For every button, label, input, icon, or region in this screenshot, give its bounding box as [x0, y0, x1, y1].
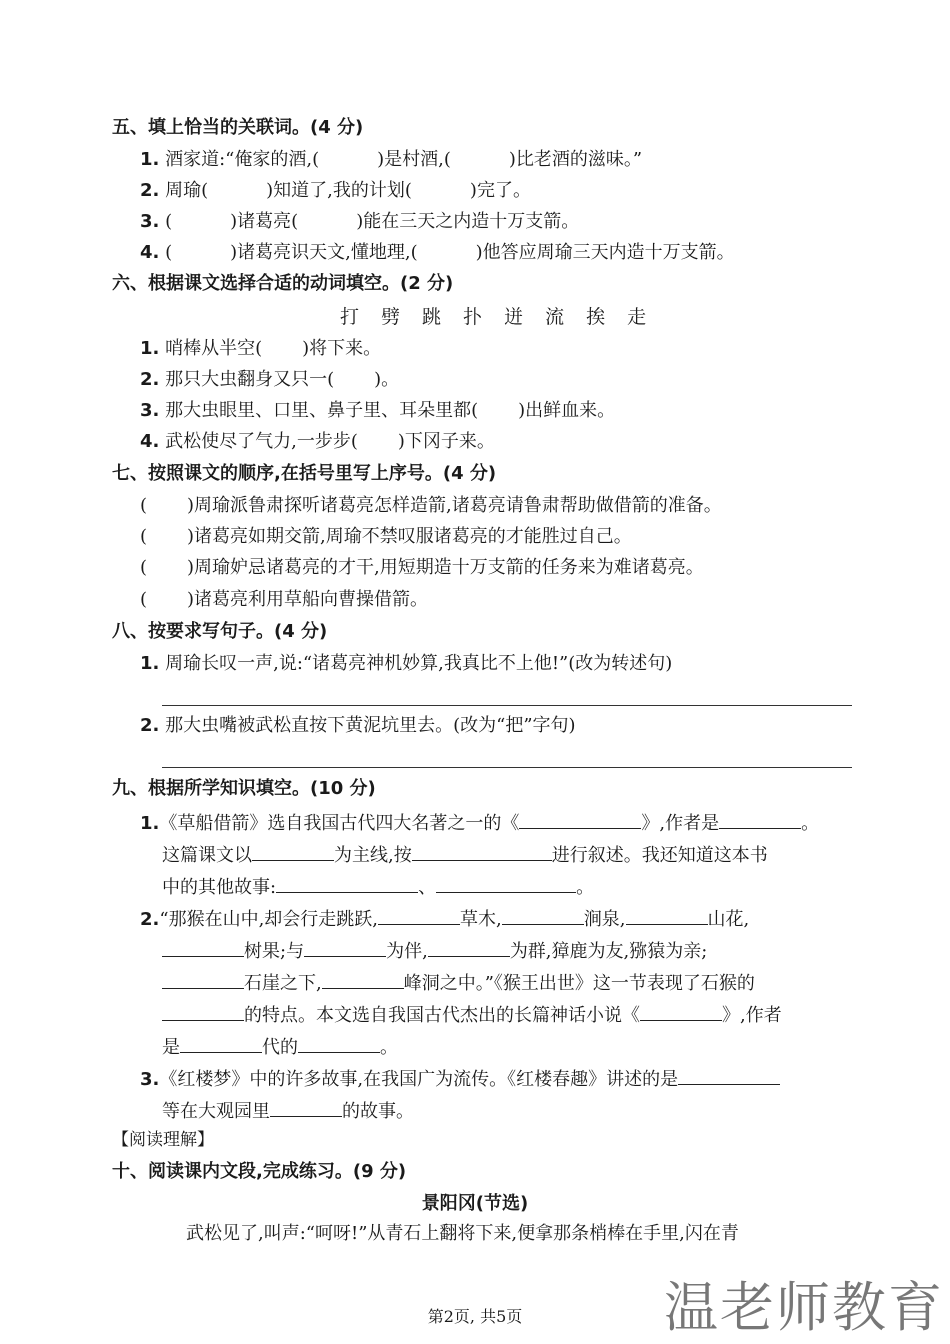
- fill-blank[interactable]: [719, 810, 801, 829]
- question-text: 周瑜(: [165, 180, 209, 201]
- verb-option: 挨: [586, 306, 606, 328]
- question-text: 》,作者是: [641, 813, 720, 834]
- verb-option: 走: [627, 306, 647, 328]
- question-text: 那大虫眼里、口里、鼻子里、耳朵里都(: [165, 400, 479, 421]
- answer-line[interactable]: [162, 705, 852, 706]
- question-text: 的故事。: [342, 1101, 414, 1122]
- question-text: 为主线,按: [334, 845, 412, 866]
- fill-blank[interactable]: [162, 938, 244, 957]
- question-text: 草木,: [460, 909, 502, 930]
- question-text: 为伴,: [386, 941, 428, 962]
- fill-blank[interactable]: [252, 842, 334, 861]
- question-number: 2.: [140, 180, 160, 201]
- s5-question-2: [140, 179, 531, 203]
- reading-section-label: 【阅读理解】: [112, 1130, 214, 1150]
- question-text: 峰洞之中。”《猴王出世》这一节表现了石猴的: [403, 973, 755, 994]
- s5-question-1: [140, 148, 642, 172]
- section-10-title: 十、阅读课内文段,完成练习。(9 分): [112, 1161, 407, 1182]
- s9-q1-line-1: [140, 810, 819, 836]
- item-text: )诸葛亮利用草船向曹操借箭。: [187, 589, 429, 610]
- section-8-title: 八、按要求写句子。(4 分): [112, 621, 328, 642]
- fill-blank[interactable]: [276, 874, 418, 893]
- question-text: )能在三天之内造十万支箭。: [356, 211, 580, 232]
- question-number: 2.: [140, 369, 160, 390]
- s9-q2-line-4: [162, 1002, 782, 1028]
- item-text: )周瑜派鲁肃探听诸葛亮怎样造箭,诸葛亮请鲁肃帮助做借箭的准备。: [187, 495, 722, 516]
- fill-blank[interactable]: [412, 842, 552, 861]
- fill-blank[interactable]: [502, 906, 584, 925]
- question-text: (: [165, 211, 173, 232]
- question-text: )他答应周瑜三天内造十万支箭。: [475, 242, 735, 263]
- paren-open: (: [140, 589, 148, 610]
- question-text: )出鲜血来。: [518, 400, 616, 421]
- s8-question-2: [140, 714, 576, 738]
- passage-title: 景阳冈(节选): [421, 1193, 529, 1214]
- question-number: 1.: [140, 653, 160, 674]
- fill-blank[interactable]: [180, 1034, 262, 1053]
- question-text: )诸葛亮(: [230, 211, 299, 232]
- s6-question-3: [140, 399, 615, 423]
- verb-option: 扑: [463, 306, 483, 328]
- question-text: 是: [162, 1037, 180, 1058]
- watermark: 温老师教育: [664, 1276, 944, 1339]
- fill-blank[interactable]: [626, 906, 708, 925]
- s9-q1-line-3: [162, 874, 594, 900]
- question-text: 武松使尽了气力,一步步(: [165, 431, 358, 452]
- section-6-title: 六、根据课文选择合适的动词填空。(2 分): [112, 273, 454, 294]
- question-text: 进行叙述。我还知道这本书: [551, 845, 768, 866]
- question-text: )是村酒,(: [377, 149, 451, 170]
- question-text: )完了。: [469, 180, 531, 201]
- question-number: 2.: [140, 715, 160, 736]
- s6-question-4: [140, 430, 495, 454]
- question-text: 中的其他故事:: [162, 877, 277, 898]
- page-footer: 第2页, 共5页: [427, 1307, 523, 1326]
- s7-item: [140, 588, 428, 612]
- fill-blank[interactable]: [304, 938, 386, 957]
- question-text: 哨棒从半空(: [165, 338, 263, 359]
- question-text: 。: [576, 877, 595, 898]
- question-text: 酒家道:“俺家的酒,(: [165, 149, 320, 170]
- s5-question-3: [140, 210, 579, 234]
- question-text: 树果;与: [244, 941, 305, 962]
- question-text: (: [165, 242, 173, 263]
- fill-blank[interactable]: [519, 810, 641, 829]
- question-text: 石崖之下,: [244, 973, 322, 994]
- paren-open: (: [140, 495, 148, 516]
- question-text: 那只大虫翻身又只一(: [165, 369, 335, 390]
- verb-option: 跳: [422, 306, 442, 328]
- s6-question-2: [140, 368, 399, 392]
- fill-blank[interactable]: [678, 1066, 780, 1085]
- s9-q2-line-2: [162, 938, 707, 964]
- fill-blank[interactable]: [298, 1034, 380, 1053]
- answer-line[interactable]: [162, 767, 852, 768]
- fill-blank[interactable]: [436, 874, 576, 893]
- s7-item: [140, 556, 704, 580]
- question-number: 1.: [140, 813, 160, 834]
- paren-open: (: [140, 526, 148, 547]
- question-number: 4.: [140, 431, 160, 452]
- s9-q2-line-1: [140, 906, 749, 932]
- question-text: 《红楼梦》中的许多故事,在我国广为流传。《红楼春趣》讲述的是: [159, 1069, 679, 1090]
- question-number: 1.: [140, 338, 160, 359]
- question-number: 3.: [140, 400, 160, 421]
- verb-option: 流: [545, 306, 565, 328]
- section-7-title: 七、按照课文的顺序,在括号里写上序号。(4 分): [112, 463, 497, 484]
- s8-question-1: [140, 652, 672, 676]
- fill-blank[interactable]: [378, 906, 460, 925]
- question-text: 、: [418, 877, 437, 898]
- passage-text: 武松见了,叫声:“呵呀!”从青石上翻将下来,便拿那条梢棒在手里,闪在青: [186, 1223, 739, 1244]
- question-number: 1.: [140, 149, 160, 170]
- s5-question-4: [140, 241, 735, 265]
- item-text: )诸葛亮如期交箭,周瑜不禁叹服诸葛亮的才能胜过自己。: [187, 526, 632, 547]
- s9-q2-line-5: [162, 1034, 398, 1060]
- s7-item: [140, 494, 722, 518]
- question-text: )诸葛亮识天文,懂地理,(: [230, 242, 418, 263]
- question-number: 4.: [140, 242, 160, 263]
- question-text: 那大虫嘴被武松直按下黄泥坑里去。(改为“把”字句): [165, 715, 576, 736]
- item-text: )周瑜妒忌诸葛亮的才干,用短期造十万支箭的任务来为难诸葛亮。: [187, 557, 704, 578]
- fill-blank[interactable]: [322, 970, 404, 989]
- section-9-title: 九、根据所学知识填空。(10 分): [112, 778, 376, 799]
- question-text: )将下来。: [302, 338, 382, 359]
- question-text: 这篇课文以: [162, 845, 252, 866]
- question-text: 周瑜长叹一声,说:“诸葛亮神机妙算,我真比不上他!”(改为转述句): [165, 653, 673, 674]
- s9-q3-line-2: [162, 1098, 414, 1124]
- question-text: 。: [380, 1037, 398, 1058]
- fill-blank[interactable]: [162, 1002, 244, 1021]
- s9-q2-line-3: [162, 970, 755, 996]
- s6-question-1: [140, 337, 381, 361]
- question-text: 为群,獐鹿为友,猕猿为亲;: [509, 941, 708, 962]
- verb-word-bank: [340, 305, 668, 329]
- question-text: 涧泉,: [583, 909, 626, 930]
- question-number: 2.: [140, 909, 160, 930]
- question-text: 》,作者: [722, 1005, 782, 1026]
- question-text: )。: [374, 369, 400, 390]
- fill-blank[interactable]: [640, 1002, 722, 1021]
- question-text: 。: [801, 813, 820, 834]
- question-number: 3.: [140, 1069, 160, 1090]
- fill-blank[interactable]: [162, 970, 244, 989]
- question-number: 3.: [140, 211, 160, 232]
- section-5-title: 五、填上恰当的关联词。(4 分): [112, 117, 364, 138]
- verb-option: 打: [340, 306, 360, 328]
- s9-q3-line-1: [140, 1066, 780, 1092]
- question-text: 等在大观园里: [162, 1101, 270, 1122]
- question-text: 的特点。本文选自我国古代杰出的长篇神话小说《: [244, 1005, 640, 1026]
- question-text: 山花,: [707, 909, 750, 930]
- paren-open: (: [140, 557, 148, 578]
- fill-blank[interactable]: [270, 1098, 342, 1117]
- fill-blank[interactable]: [428, 938, 510, 957]
- verb-option: 劈: [381, 306, 401, 328]
- question-text: 代的: [262, 1037, 298, 1058]
- question-text: )比老酒的滋味。”: [508, 149, 643, 170]
- question-text: “那猴在山中,却会行走跳跃,: [159, 909, 379, 930]
- question-text: 《草船借箭》选自我国古代四大名著之一的《: [159, 813, 520, 834]
- s7-item: [140, 525, 632, 549]
- s9-q1-line-2: [162, 842, 768, 868]
- question-text: )下冈子来。: [397, 431, 495, 452]
- question-text: )知道了,我的计划(: [266, 180, 412, 201]
- verb-option: 迸: [504, 306, 524, 328]
